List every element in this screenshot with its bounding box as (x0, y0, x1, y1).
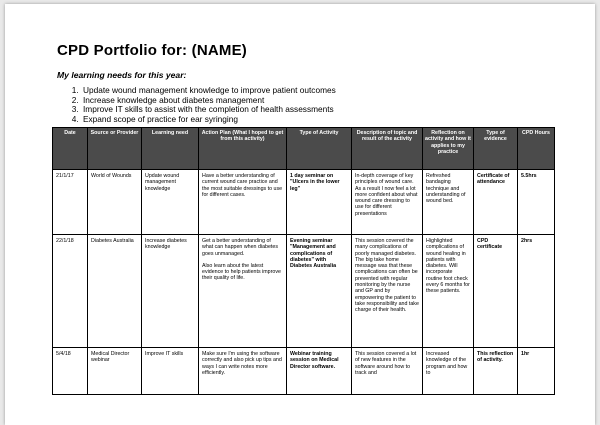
col-header-evidence-type: Type of evidence (474, 128, 518, 170)
cell-activity-type: 1 day seminar on "Ulcers in the lower leg" (287, 170, 352, 235)
learning-need-item: 4. Expand scope of practice for ear syringing (81, 115, 336, 125)
action-plan-text: Make sure I'm using the software correctly and also pick up tips and ways I can write notes more efficiently. (202, 351, 282, 376)
cell-description: This session covered a lot of new features in the software around how to track and (352, 348, 423, 395)
cell-provider: World of Wounds (88, 170, 142, 235)
col-header-description: Description of topic and result of the activity (352, 128, 423, 170)
table-row (53, 348, 555, 395)
cell-action-plan (199, 348, 287, 395)
cell-action-plan (199, 235, 287, 348)
cell-activity-type: Evening seminar "Management and complications of diabetes" with Diabetes Australia (287, 235, 352, 348)
col-header-action-plan: Action Plan (What I hoped to get from this activity) (199, 128, 287, 170)
action-plan-text: Have a better understanding of current wound care practice and the most suitable dressings to use for different cases. (202, 173, 283, 198)
cell-activity-type: Webinar training session on Medical Director software. (287, 348, 352, 395)
cell-learning-need: Improve IT skills (142, 348, 199, 395)
cell-learning-need: Increase diabetes knowledge (142, 235, 199, 348)
learning-need-item: 1. Update wound management knowledge to improve patient outcomes (81, 86, 336, 96)
cell-description: This session covered the many complications of poorly managed diabetes. The big take home message was that these complications can often be prevented with regular monitoring by the nurse and GP and by empowering the patient to take responsibility and take charge of their health. (352, 235, 423, 348)
table-row (53, 235, 555, 348)
cell-description: In-depth coverage of key principles of wound care. As a result I now feel a lot more confident about what wound care dressing to use for different presentations (352, 170, 423, 235)
learning-need-item: 3. Improve IT skills to assist with the completion of health assessments (81, 105, 336, 115)
cell-evidence-type: CPD certificate (474, 235, 518, 348)
table-row (53, 170, 555, 235)
cell-date: 5/4/18 (53, 348, 88, 395)
cell-date: 22/1/18 (53, 235, 88, 348)
cell-cpd-hours: 5.5hrs (518, 170, 555, 235)
cell-reflection: Highlighted complications of wound healing in patients with diabetes. Will incorporate routine foot check every 6 months for these patients. (423, 235, 474, 348)
col-header-reflection: Reflection on activity and how it applies to my practice (423, 128, 474, 170)
cell-reflection: Increased knowledge of the program and how to (423, 348, 474, 395)
col-header-cpd-hours: CPD Hours (518, 128, 555, 170)
cell-evidence-type: This reflection of activity. (474, 348, 518, 395)
learning-needs-heading: My learning needs for this year: (57, 70, 187, 80)
action-plan-text: Get a better understanding of what can happen when diabetes goes unmanaged. (202, 238, 278, 257)
learning-needs-list (67, 86, 336, 124)
cell-provider: Medical Director webinar (88, 348, 142, 395)
cell-reflection: Refreshed bandaging technique and understanding of wound bed. (423, 170, 474, 235)
table-header-row (53, 128, 555, 170)
cell-cpd-hours: 1hr (518, 348, 555, 395)
cell-date: 21/1/17 (53, 170, 88, 235)
col-header-learning-need: Learning need (142, 128, 199, 170)
document-page (5, 4, 595, 425)
cell-evidence-type: Certificate of attendance (474, 170, 518, 235)
col-header-date: Date (53, 128, 88, 170)
cell-cpd-hours: 2hrs (518, 235, 555, 348)
cell-action-plan (199, 170, 287, 235)
cpd-table (52, 127, 555, 395)
cell-provider: Diabetes Australia (88, 235, 142, 348)
col-header-provider: Source or Provider (88, 128, 142, 170)
cell-learning-need: Update wound management knowledge (142, 170, 199, 235)
col-header-activity-type: Type of Activity (287, 128, 352, 170)
learning-need-item: 2. Increase knowledge about diabetes management (81, 96, 336, 106)
action-plan-text: Also learn about the latest evidence to help patients improve their quality of life. (202, 262, 281, 282)
page-title: CPD Portfolio for: (NAME) (57, 42, 247, 59)
